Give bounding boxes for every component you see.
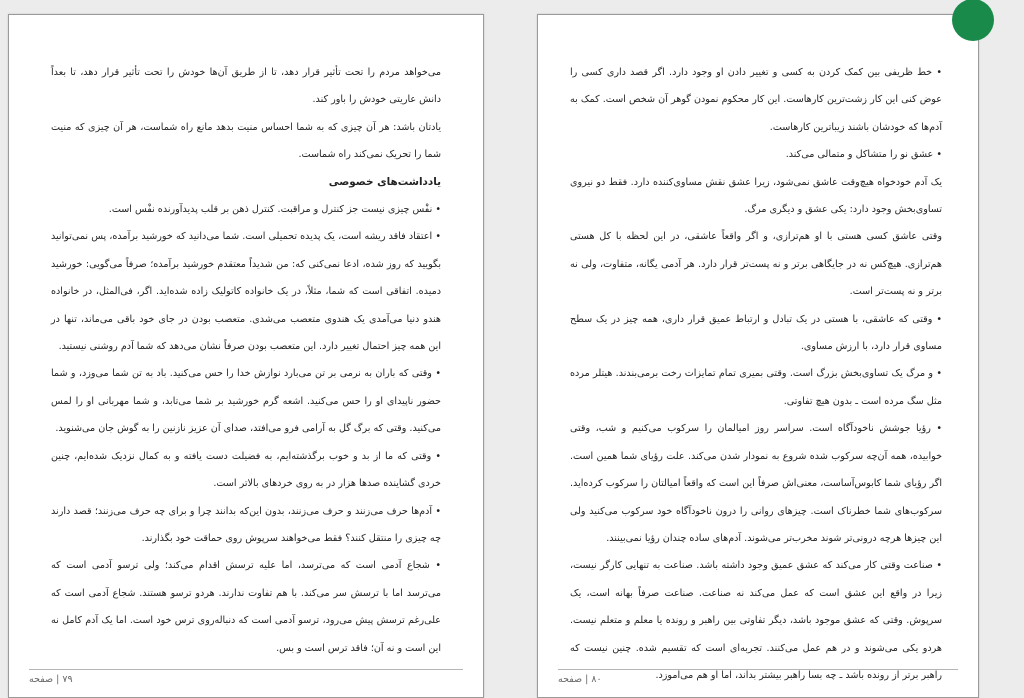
paragraph: • آدم‌ها حرف می‌زنند و حرف می‌زنند، بدون این‌که بدانند چرا و برای چه حرف می‌زنند؛ قصد دارند چه چیزی را منتقل کنند؟ فقط می‌خواهند سرپوش روی حماقت خود بگذارند. [51, 505, 441, 544]
paragraph: می‌خواهد مردم را تحت تأثیر قرار دهد، تا از طریق آن‌ها خودش را تحت تأثیر قرار دهد، تا بعداً دانش عاریتی خودش را باور کند. [51, 67, 441, 106]
paragraph: • وقتی که باران به نرمی بر تن می‌بارد نوازش خدا را حس می‌کنید. باد به تن شما می‌وزد، و شما حضور ناپیدای او را حس می‌کنید. اشعه گرم خورشید بر شما می‌تابد، و شما مهربانی او را لمس می‌کنید. وقتی که برگ گل به آرامی فرو می‌افتد، صدای آن عزیز نازنین را به گوش جان می‌شنوید. [51, 368, 441, 435]
paragraph: • وقتی که ما از بد و خوب برگذشته‌ایم، به فضیلت دست یافته و به کمال نزدیک شده‌ایم، چنین خردی گشاینده صدها هزار در به روی خردهای بالاتر است. [51, 450, 441, 490]
paragraph: • وقتی که عاشقی، با هستی در یک تبادل و ارتباط عمیق قرار داری، همه چیز در یک سطح مساوی قرار دارد، با ارزش مساوی. [570, 313, 942, 353]
paragraph: • رؤیا جوشش ناخودآگاه است. سراسر روز امیالمان را سرکوب می‌کنیم و شب، وقتی خوابیده، همه آن‌چه سرکوب شده شروع به نمودار شدن می‌کند. علت رؤیای شما همین است. اگر رؤیای شما کابوس‌آساست، معنی‌اش صرفاً این است که واقعاً امیالتان را سرکوب کرده‌اید. سرکوب‌های شما خطرناک است. چیزهای روانی را درون ناخودآگاه خود سرکوب می‌کنید ولی این چیزها هرچه درونی‌تر شوند مخرب‌تر می‌شوند. آدم‌های ساده چندان رؤیا نمی‌بینند. [570, 423, 942, 544]
paragraph: • عشق نو را متشاکل و متمالی می‌کند. [785, 149, 942, 161]
paragraph: • و مرگ یک تساوی‌بخش بزرگ است. وقتی بمیری تمام تمایزات رخت برمی‌بندند. هیتلر مرده مثل سگ مرده است ـ بدون هیچ تفاوتی. [570, 368, 942, 407]
page-number: ۸۰ | صفحه [558, 674, 602, 685]
page-number: ۷۹ | صفحه [29, 674, 73, 685]
left-page-text [51, 59, 441, 662]
paragraph: • نفْس چیزی نیست جز کنترل و مراقبت. کنترل ذهن بر قلب پدیدآورنده نفْس است. [108, 204, 441, 216]
right-page-text [570, 59, 942, 689]
left-page [8, 14, 484, 698]
paragraph: • صناعت وقتی کار می‌کند که عشق عمیق وجود داشته باشد. صناعت به تنهایی کارگر نیست، زیرا در واقع این عشق است که عمل می‌کند نه صناعت. صناعت صرفاً بهانه است، یک سرپوش. وقتی که عشق موجود باشد، دیگر تفاوتی بین راهبر و رونده یا معلم و متعلم نیست. هردو یکی می‌شوند و در هم عمل می‌کنند. تجربه‌ای است که تقسیم شده. چنین نیست که راهبر برتر از رونده باشد ـ چه بسا راهبر بیشتر بداند، اما او هم می‌آموزد. [570, 560, 942, 681]
paragraph: • اعتقاد فاقد ریشه است، یک پدیده تحمیلی است. شما می‌دانید که خورشید برآمده، پس نمی‌توانید بگویید که روز شده، ادعا نمی‌کنی که: من شدیداً معتقدم خورشید برآمده؛ صرفاً می‌گویی: خورشید دمیده. اتفاقی است که شما، مثلاً، در یک خانواده کاتولیک زاده شده‌اید. اگر، فی‌المثل، در خانواده هندو دنیا می‌آمدی یک هندوی متعصب می‌شدی. متعصب بودن در جای خود باقی می‌ماند، تنها در این همه چیز احتمال تغییر دارد. این متعصب بودن صرفاً نشان می‌دهد که شما آدم روشنی نیستید. [51, 231, 441, 353]
corner-badge [952, 0, 994, 41]
section-heading: یادداشت‌های خصوصی [328, 175, 441, 188]
right-page [537, 14, 979, 698]
page-footer [29, 669, 463, 685]
paragraph: • خط ظریفی بین کمک کردن به کسی و تغییر دادن او وجود دارد. اگر قصد داری کسی را عوض کنی این کار زشت‌ترین کارهاست. این کار محکوم نمودن گوهر آن شخص است. کمک به آدم‌ها که خودشان باشند زیباترین کارهاست. [570, 67, 942, 133]
page-footer [558, 669, 958, 685]
paragraph: • شجاع آدمی است که می‌ترسد، اما علیه ترسش اقدام می‌کند؛ ولی ترسو آدمی است که می‌ترسد اما با ترسش سر می‌کند. با هم تفاوت ندارند. هردو ترسو هستند. شجاع آدمی است که علی‌رغم ترسش پیش می‌رود، ترسو آدمی است که دنباله‌روی ترس خود است. اما یک آدم کامل نه این است و نه آن؛ فاقد ترس است و بس. [51, 560, 441, 654]
paragraph: وقتی عاشق کسی هستی با او هم‌ترازی، و اگر واقعاً عاشقی، در این لحظه با کل هستی هم‌ترازی. هیچ‌کس نه در جایگاهی برتر و نه پست‌تر قرار دارد. هر آدمی یگانه، متفاوت، ولی نه برتر و نه پست‌تر است. [570, 231, 942, 298]
paragraph: یادتان باشد: هر آن چیزی که به شما احساس منیت بدهد مانع راه شماست، هر آن چیزی که منیت شما را تحریک نمی‌کند راه شماست. [51, 121, 441, 161]
paragraph: یک آدم خودخواه هیچ‌وقت عاشق نمی‌شود، زیرا عشق نقش مساوی‌کننده دارد. فقط دو نیروی تساوی‌بخش وجود دارد: یکی عشق و دیگری مرگ. [570, 176, 942, 216]
